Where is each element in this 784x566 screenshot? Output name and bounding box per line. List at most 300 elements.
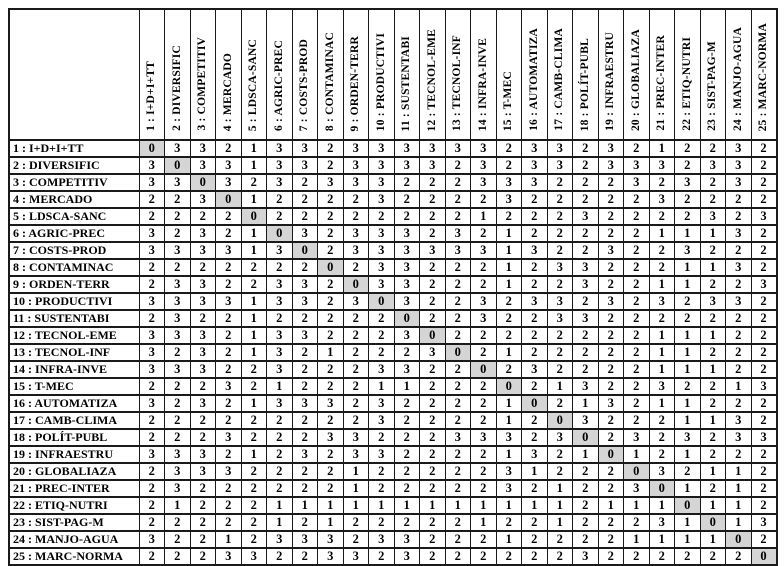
matrix-cell-r7-c3: 3: [190, 242, 216, 259]
matrix-cell-r22-c11: 1: [394, 497, 420, 514]
matrix-cell-r17-c22: 1: [675, 412, 701, 429]
matrix-cell-r19-c3: 3: [190, 446, 216, 463]
matrix-cell-r17-c13: 2: [445, 412, 471, 429]
matrix-cell-r24-c3: 2: [190, 531, 216, 548]
matrix-cell-r20-c6: 2: [267, 463, 293, 480]
matrix-cell-r22-c3: 2: [190, 497, 216, 514]
matrix-cell-r20-c24: 1: [726, 463, 752, 480]
matrix-cell-r11-c16: 2: [522, 310, 548, 327]
matrix-cell-r9-c16: 2: [522, 276, 548, 293]
matrix-cell-r2-c4: 3: [216, 157, 242, 174]
matrix-cell-r1-c11: 3: [394, 140, 420, 157]
matrix-cell-r22-c8: 1: [318, 497, 344, 514]
matrix-cell-r11-c4: 2: [216, 310, 242, 327]
matrix-cell-r9-c13: 2: [445, 276, 471, 293]
row-header-21: 21 : PREC-INTER: [9, 480, 139, 497]
matrix-cell-r21-c25: 2: [751, 480, 777, 497]
matrix-cell-r14-c21: 1: [649, 361, 675, 378]
matrix-cell-r3-c9: 3: [343, 174, 369, 191]
matrix-row-16: [9, 395, 777, 412]
matrix-cell-r10-c7: 3: [292, 293, 318, 310]
col-header-label: 18 : POLÍT-PUBL: [578, 37, 591, 131]
matrix-cell-r4-c13: 2: [445, 191, 471, 208]
matrix-cell-r6-c21: 1: [649, 225, 675, 242]
matrix-cell-r15-c22: 2: [675, 378, 701, 395]
matrix-cell-r15-c16: 2: [522, 378, 548, 395]
matrix-cell-r10-c16: 3: [522, 293, 548, 310]
matrix-cell-r24-c15: 1: [496, 531, 522, 548]
col-header-label: 21 : PREC-INTER: [655, 35, 667, 131]
matrix-cell-r5-c22: 2: [675, 208, 701, 225]
matrix-cell-r20-c5: 2: [241, 463, 267, 480]
matrix-cell-r21-c4: 2: [216, 480, 242, 497]
matrix-cell-r9-c25: 3: [751, 276, 777, 293]
matrix-cell-r21-c19: 2: [598, 480, 624, 497]
matrix-cell-r5-c18: 3: [573, 208, 599, 225]
matrix-row-1: [9, 140, 777, 157]
matrix-cell-r24-c24: 0: [726, 531, 752, 548]
matrix-cell-r12-c15: 2: [496, 327, 522, 344]
row-header-8: 8 : CONTAMINAC: [9, 259, 139, 276]
matrix-cell-r11-c11: 0: [394, 310, 420, 327]
col-header-8: [318, 9, 344, 140]
matrix-cell-r15-c7: 2: [292, 378, 318, 395]
matrix-cell-r18-c10: 2: [369, 429, 395, 446]
matrix-row-2: [9, 157, 777, 174]
matrix-body: [9, 140, 777, 565]
matrix-cell-r24-c21: 1: [649, 531, 675, 548]
matrix-cell-r9-c17: 2: [547, 276, 573, 293]
matrix-cell-r13-c15: 1: [496, 344, 522, 361]
matrix-cell-r16-c23: 2: [700, 395, 726, 412]
matrix-cell-r16-c13: 2: [445, 395, 471, 412]
matrix-cell-r9-c14: 2: [471, 276, 497, 293]
matrix-cell-r21-c17: 1: [547, 480, 573, 497]
matrix-cell-r12-c3: 3: [190, 327, 216, 344]
matrix-cell-r8-c16: 2: [522, 259, 548, 276]
matrix-row-17: [9, 412, 777, 429]
matrix-cell-r5-c16: 2: [522, 208, 548, 225]
matrix-cell-r13-c10: 2: [369, 344, 395, 361]
col-header-2: [165, 9, 191, 140]
matrix-cell-r3-c20: 3: [624, 174, 650, 191]
matrix-cell-r3-c25: 2: [751, 174, 777, 191]
matrix-cell-r22-c14: 1: [471, 497, 497, 514]
matrix-cell-r20-c19: 2: [598, 463, 624, 480]
matrix-cell-r19-c2: 3: [165, 446, 191, 463]
matrix-cell-r24-c19: 2: [598, 531, 624, 548]
col-header-4: [216, 9, 242, 140]
matrix-cell-r14-c9: 2: [343, 361, 369, 378]
matrix-cell-r2-c17: 3: [547, 157, 573, 174]
matrix-cell-r5-c5: 0: [241, 208, 267, 225]
matrix-cell-r13-c21: 1: [649, 344, 675, 361]
matrix-cell-r6-c1: 3: [139, 225, 165, 242]
matrix-cell-r21-c23: 2: [700, 480, 726, 497]
col-header-label: 10 : PRODUCTIVI: [374, 32, 387, 131]
matrix-cell-r17-c6: 2: [267, 412, 293, 429]
matrix-cell-r24-c5: 2: [241, 531, 267, 548]
matrix-cell-r17-c14: 2: [471, 412, 497, 429]
col-header-6: [267, 9, 293, 140]
matrix-row-5: [9, 208, 777, 225]
matrix-cell-r24-c8: 3: [318, 531, 344, 548]
matrix-cell-r25-c23: 2: [700, 548, 726, 565]
matrix-cell-r8-c19: 2: [598, 259, 624, 276]
matrix-cell-r9-c5: 2: [241, 276, 267, 293]
row-header-5: 5 : LDSCA-SANC: [9, 208, 139, 225]
matrix-cell-r18-c8: 3: [318, 429, 344, 446]
matrix-cell-r8-c9: 2: [343, 259, 369, 276]
matrix-cell-r23-c1: 2: [139, 514, 165, 531]
matrix-header: [9, 9, 777, 140]
matrix-cell-r12-c18: 2: [573, 327, 599, 344]
matrix-cell-r22-c24: 1: [726, 497, 752, 514]
matrix-cell-r22-c25: 2: [751, 497, 777, 514]
matrix-cell-r9-c2: 3: [165, 276, 191, 293]
matrix-cell-r7-c7: 0: [292, 242, 318, 259]
matrix-cell-r4-c9: 2: [343, 191, 369, 208]
matrix-cell-r19-c5: 1: [241, 446, 267, 463]
matrix-cell-r19-c21: 2: [649, 446, 675, 463]
col-header-3: [190, 9, 216, 140]
matrix-row-8: [9, 259, 777, 276]
matrix-cell-r25-c14: 2: [471, 548, 497, 565]
matrix-cell-r19-c11: 2: [394, 446, 420, 463]
matrix-row-7: [9, 242, 777, 259]
matrix-cell-r13-c13: 0: [445, 344, 471, 361]
matrix-cell-r2-c12: 3: [420, 157, 446, 174]
matrix-cell-r22-c18: 2: [573, 497, 599, 514]
matrix-row-15: [9, 378, 777, 395]
matrix-cell-r21-c20: 3: [624, 480, 650, 497]
matrix-cell-r15-c3: 2: [190, 378, 216, 395]
matrix-cell-r23-c3: 2: [190, 514, 216, 531]
col-header-label: 22 : ETIQ-NUTRI: [680, 37, 693, 131]
matrix-cell-r4-c11: 2: [394, 191, 420, 208]
matrix-cell-r16-c20: 2: [624, 395, 650, 412]
col-header-label: 20 : GLOBALIAZA: [629, 28, 642, 131]
matrix-cell-r7-c22: 3: [675, 242, 701, 259]
matrix-cell-r25-c7: 2: [292, 548, 318, 565]
matrix-cell-r8-c11: 3: [394, 259, 420, 276]
matrix-cell-r20-c13: 2: [445, 463, 471, 480]
matrix-cell-r23-c2: 2: [165, 514, 191, 531]
matrix-cell-r7-c6: 3: [267, 242, 293, 259]
matrix-cell-r10-c9: 3: [343, 293, 369, 310]
matrix-cell-r11-c10: 2: [369, 310, 395, 327]
matrix-cell-r23-c19: 2: [598, 514, 624, 531]
matrix-cell-r24-c1: 3: [139, 531, 165, 548]
matrix-cell-r21-c13: 2: [445, 480, 471, 497]
matrix-cell-r5-c12: 2: [420, 208, 446, 225]
matrix-cell-r22-c21: 1: [649, 497, 675, 514]
matrix-cell-r9-c21: 1: [649, 276, 675, 293]
matrix-cell-r18-c12: 2: [420, 429, 446, 446]
matrix-cell-r14-c4: 2: [216, 361, 242, 378]
matrix-cell-r7-c20: 2: [624, 242, 650, 259]
matrix-cell-r8-c7: 2: [292, 259, 318, 276]
matrix-cell-r13-c24: 2: [726, 344, 752, 361]
matrix-cell-r19-c6: 2: [267, 446, 293, 463]
matrix-cell-r20-c17: 2: [547, 463, 573, 480]
matrix-cell-r15-c24: 1: [726, 378, 752, 395]
matrix-cell-r13-c14: 2: [471, 344, 497, 361]
matrix-cell-r14-c12: 2: [420, 361, 446, 378]
matrix-cell-r16-c3: 3: [190, 395, 216, 412]
matrix-cell-r13-c12: 3: [420, 344, 446, 361]
matrix-cell-r10-c22: 2: [675, 293, 701, 310]
col-header-9: [343, 9, 369, 140]
matrix-cell-r8-c2: 2: [165, 259, 191, 276]
matrix-cell-r4-c22: 2: [675, 191, 701, 208]
matrix-cell-r22-c9: 1: [343, 497, 369, 514]
matrix-cell-r3-c1: 3: [139, 174, 165, 191]
matrix-cell-r1-c5: 1: [241, 140, 267, 157]
matrix-cell-r20-c10: 2: [369, 463, 395, 480]
matrix-cell-r4-c21: 3: [649, 191, 675, 208]
matrix-cell-r10-c11: 3: [394, 293, 420, 310]
matrix-cell-r2-c25: 2: [751, 157, 777, 174]
matrix-cell-r21-c5: 2: [241, 480, 267, 497]
col-header-18: [573, 9, 599, 140]
matrix-cell-r1-c15: 2: [496, 140, 522, 157]
matrix-cell-r18-c1: 2: [139, 429, 165, 446]
matrix-cell-r15-c12: 2: [420, 378, 446, 395]
matrix-row-13: [9, 344, 777, 361]
matrix-cell-r7-c16: 3: [522, 242, 548, 259]
matrix-cell-r22-c7: 1: [292, 497, 318, 514]
matrix-cell-r24-c4: 1: [216, 531, 242, 548]
matrix-cell-r14-c19: 2: [598, 361, 624, 378]
matrix-cell-r18-c23: 2: [700, 429, 726, 446]
matrix-cell-r23-c16: 2: [522, 514, 548, 531]
matrix-row-11: [9, 310, 777, 327]
matrix-cell-r2-c16: 3: [522, 157, 548, 174]
matrix-cell-r12-c14: 2: [471, 327, 497, 344]
matrix-cell-r5-c23: 3: [700, 208, 726, 225]
matrix-cell-r17-c4: 2: [216, 412, 242, 429]
matrix-cell-r11-c15: 2: [496, 310, 522, 327]
matrix-cell-r11-c6: 2: [267, 310, 293, 327]
matrix-cell-r18-c11: 2: [394, 429, 420, 446]
matrix-cell-r7-c12: 3: [420, 242, 446, 259]
matrix-cell-r11-c24: 2: [726, 310, 752, 327]
matrix-cell-r12-c12: 0: [420, 327, 446, 344]
matrix-cell-r10-c1: 3: [139, 293, 165, 310]
matrix-cell-r5-c11: 2: [394, 208, 420, 225]
matrix-cell-r2-c8: 2: [318, 157, 344, 174]
matrix-cell-r12-c19: 2: [598, 327, 624, 344]
matrix-cell-r25-c25: 0: [751, 548, 777, 565]
matrix-cell-r3-c13: 2: [445, 174, 471, 191]
matrix-cell-r12-c23: 1: [700, 327, 726, 344]
matrix-cell-r14-c2: 3: [165, 361, 191, 378]
matrix-cell-r13-c18: 2: [573, 344, 599, 361]
matrix-cell-r24-c20: 1: [624, 531, 650, 548]
matrix-cell-r15-c11: 1: [394, 378, 420, 395]
matrix-cell-r8-c8: 0: [318, 259, 344, 276]
matrix-cell-r13-c8: 1: [318, 344, 344, 361]
matrix-cell-r23-c7: 2: [292, 514, 318, 531]
row-header-18: 18 : POLÍT-PUBL: [9, 429, 139, 446]
matrix-cell-r15-c23: 2: [700, 378, 726, 395]
matrix-cell-r4-c5: 1: [241, 191, 267, 208]
matrix-cell-r17-c19: 2: [598, 412, 624, 429]
matrix-cell-r5-c24: 2: [726, 208, 752, 225]
matrix-cell-r18-c13: 3: [445, 429, 471, 446]
matrix-cell-r13-c22: 1: [675, 344, 701, 361]
matrix-cell-r19-c14: 2: [471, 446, 497, 463]
matrix-cell-r12-c4: 2: [216, 327, 242, 344]
matrix-cell-r4-c17: 2: [547, 191, 573, 208]
matrix-cell-r6-c22: 1: [675, 225, 701, 242]
matrix-cell-r23-c15: 2: [496, 514, 522, 531]
matrix-cell-r24-c2: 2: [165, 531, 191, 548]
matrix-row-21: [9, 480, 777, 497]
matrix-cell-r9-c22: 1: [675, 276, 701, 293]
matrix-cell-r19-c7: 3: [292, 446, 318, 463]
matrix-cell-r12-c7: 3: [292, 327, 318, 344]
row-header-12: 12 : TECNOL-EME: [9, 327, 139, 344]
matrix-cell-r16-c16: 0: [522, 395, 548, 412]
matrix-row-25: [9, 548, 777, 565]
matrix-cell-r24-c25: 2: [751, 531, 777, 548]
matrix-cell-r21-c14: 2: [471, 480, 497, 497]
matrix-cell-r22-c6: 1: [267, 497, 293, 514]
matrix-cell-r8-c1: 2: [139, 259, 165, 276]
matrix-cell-r4-c14: 2: [471, 191, 497, 208]
matrix-cell-r22-c15: 1: [496, 497, 522, 514]
matrix-cell-r1-c12: 3: [420, 140, 446, 157]
matrix-cell-r19-c9: 3: [343, 446, 369, 463]
matrix-row-3: [9, 174, 777, 191]
matrix-cell-r25-c9: 3: [343, 548, 369, 565]
matrix-cell-r22-c5: 2: [241, 497, 267, 514]
matrix-cell-r9-c8: 2: [318, 276, 344, 293]
matrix-cell-r12-c21: 1: [649, 327, 675, 344]
matrix-cell-r8-c12: 2: [420, 259, 446, 276]
matrix-cell-r10-c5: 1: [241, 293, 267, 310]
matrix-cell-r18-c19: 2: [598, 429, 624, 446]
matrix-cell-r20-c9: 1: [343, 463, 369, 480]
matrix-cell-r14-c20: 2: [624, 361, 650, 378]
matrix-cell-r6-c2: 2: [165, 225, 191, 242]
matrix-cell-r21-c12: 2: [420, 480, 446, 497]
matrix-cell-r13-c4: 2: [216, 344, 242, 361]
matrix-cell-r19-c1: 3: [139, 446, 165, 463]
matrix-cell-r20-c16: 1: [522, 463, 548, 480]
row-header-2: 2 : DIVERSIFIC: [9, 157, 139, 174]
matrix-cell-r16-c6: 3: [267, 395, 293, 412]
matrix-cell-r11-c25: 2: [751, 310, 777, 327]
matrix-cell-r20-c8: 2: [318, 463, 344, 480]
matrix-cell-r23-c21: 3: [649, 514, 675, 531]
row-header-19: 19 : INFRAESTRU: [9, 446, 139, 463]
row-header-1: 1 : I+D+I+TT: [9, 140, 139, 157]
matrix-cell-r23-c10: 2: [369, 514, 395, 531]
matrix-cell-r11-c22: 2: [675, 310, 701, 327]
matrix-cell-r2-c15: 2: [496, 157, 522, 174]
matrix-cell-r16-c14: 2: [471, 395, 497, 412]
matrix-cell-r8-c13: 2: [445, 259, 471, 276]
matrix-cell-r7-c5: 1: [241, 242, 267, 259]
matrix-cell-r21-c24: 1: [726, 480, 752, 497]
matrix-cell-r1-c3: 3: [190, 140, 216, 157]
matrix-cell-r1-c25: 2: [751, 140, 777, 157]
col-header-label: 12 : TECNOL-EME: [425, 28, 438, 131]
matrix-cell-r22-c20: 1: [624, 497, 650, 514]
matrix-cell-r6-c8: 2: [318, 225, 344, 242]
matrix-cell-r19-c24: 2: [726, 446, 752, 463]
matrix-cell-r6-c9: 3: [343, 225, 369, 242]
matrix-cell-r21-c3: 2: [190, 480, 216, 497]
col-header-label: 25 : MARC-NORMA: [756, 22, 769, 131]
matrix-cell-r3-c6: 3: [267, 174, 293, 191]
matrix-cell-r16-c9: 2: [343, 395, 369, 412]
matrix-row-6: [9, 225, 777, 242]
matrix-cell-r17-c23: 1: [700, 412, 726, 429]
matrix-cell-r1-c6: 3: [267, 140, 293, 157]
col-header-label: 13 : TECNOL-INF: [451, 34, 463, 131]
matrix-cell-r10-c21: 3: [649, 293, 675, 310]
matrix-cell-r3-c24: 3: [726, 174, 752, 191]
matrix-cell-r24-c18: 2: [573, 531, 599, 548]
matrix-cell-r17-c25: 2: [751, 412, 777, 429]
matrix-cell-r5-c3: 2: [190, 208, 216, 225]
matrix-cell-r4-c20: 2: [624, 191, 650, 208]
matrix-cell-r11-c18: 3: [573, 310, 599, 327]
row-header-10: 10 : PRODUCTIVI: [9, 293, 139, 310]
matrix-cell-r4-c10: 3: [369, 191, 395, 208]
matrix-cell-r15-c15: 0: [496, 378, 522, 395]
matrix-cell-r3-c10: 3: [369, 174, 395, 191]
matrix-cell-r13-c11: 2: [394, 344, 420, 361]
matrix-cell-r4-c18: 2: [573, 191, 599, 208]
matrix-cell-r13-c23: 2: [700, 344, 726, 361]
matrix-cell-r21-c8: 2: [318, 480, 344, 497]
matrix-cell-r17-c24: 3: [726, 412, 752, 429]
matrix-cell-r9-c10: 3: [369, 276, 395, 293]
matrix-header-row: [9, 9, 777, 140]
col-header-label: 6 : AGRIC-PREC: [272, 40, 285, 131]
matrix-cell-r12-c8: 2: [318, 327, 344, 344]
matrix-cell-r19-c19: 0: [598, 446, 624, 463]
matrix-cell-r11-c12: 2: [420, 310, 446, 327]
matrix-cell-r6-c23: 1: [700, 225, 726, 242]
matrix-cell-r6-c3: 3: [190, 225, 216, 242]
matrix-cell-r4-c6: 2: [267, 191, 293, 208]
matrix-cell-r17-c2: 2: [165, 412, 191, 429]
matrix-cell-r3-c12: 2: [420, 174, 446, 191]
matrix-cell-r25-c5: 3: [241, 548, 267, 565]
matrix-cell-r5-c13: 2: [445, 208, 471, 225]
matrix-cell-r3-c14: 3: [471, 174, 497, 191]
col-header-22: [675, 9, 701, 140]
matrix-cell-r10-c8: 2: [318, 293, 344, 310]
matrix-cell-r9-c12: 2: [420, 276, 446, 293]
matrix-cell-r8-c24: 3: [726, 259, 752, 276]
matrix-cell-r17-c16: 2: [522, 412, 548, 429]
matrix-cell-r9-c23: 2: [700, 276, 726, 293]
matrix-cell-r4-c7: 2: [292, 191, 318, 208]
matrix-cell-r1-c22: 2: [675, 140, 701, 157]
col-header-21: [649, 9, 675, 140]
matrix-cell-r1-c24: 3: [726, 140, 752, 157]
matrix-cell-r12-c25: 2: [751, 327, 777, 344]
matrix-cell-r17-c7: 2: [292, 412, 318, 429]
matrix-cell-r3-c17: 2: [547, 174, 573, 191]
